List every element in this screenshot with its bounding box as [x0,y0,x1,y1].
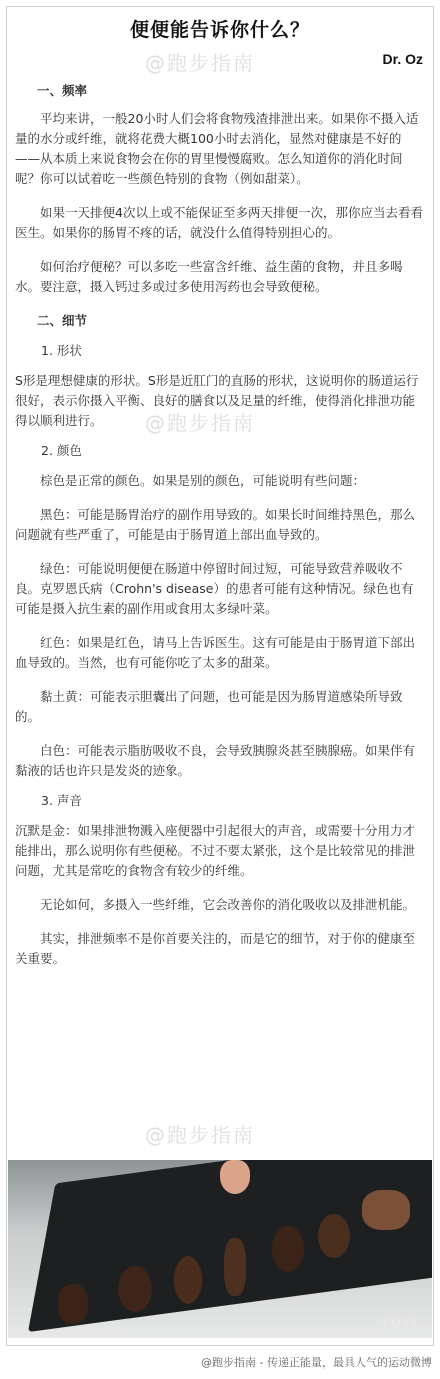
paragraph: 如何治疗便秘？可以多吃一些富含纤维、益生菌的食物，并且多喝水。要注意，摄入钙过多或过多使用泻药也会导致便秘。 [15,259,403,294]
sample-cracked [174,1256,202,1304]
paragraph: S形是理想健康的形状。S形是近肛门的直肠的形状，这说明你的肠道运行很好，表示你摄入平衡、良好的膳食以及足量的纤维，使得消化排泄功能得以顺利进行。 [15,373,419,428]
section-heading: 二、细节 [37,313,88,328]
subheading: 3. 声音 [41,793,82,808]
watermark: @跑步指南 [145,1123,255,1147]
paragraph: 其实，排泄频率不是你首要关注的，而是它的细节，对于你的健康至关重要。 [15,931,416,966]
watermark: @跑步指南 [145,51,255,75]
sample-watery [362,1190,410,1230]
author-label: Dr. Oz [382,51,423,67]
paragraph: 棕色是正常的颜色。如果是别的颜色，可能说明有些问题： [40,473,366,488]
page-title: 便便能告诉你什么？ [129,19,310,41]
paragraph: 如果一天排便4次以上或不能保证至多两天排便一次，那你应当去看看医生。如果你的肠胃不疼的话，就没什么值得特别担心的。 [15,205,423,240]
stool-samples-photo [8,1160,432,1338]
footer-caption: @跑步指南 - 传递正能量，最具人气的运动微博 [201,1356,432,1369]
paragraph: 黑色：可能是肠胃治疗的副作用导致的。如果长时间维持黑色，那么问题就有些严重了，可能是由于肠胃道上部出血导致的。 [15,507,416,542]
article-body [15,81,425,969]
subheading: 2. 颜色 [41,443,82,458]
paragraph: 白色：可能表示脂肪吸收不良，会导致胰腺炎甚至胰腺癌。如果伴有黏液的话也许只是发炎的迹象。 [15,743,416,778]
sample-pellets [58,1284,88,1324]
paragraph: 无论如何，多摄入一些纤维，它会改善你的消化吸收以及排泄机能。 [40,897,416,912]
sample-lumpy [118,1266,152,1312]
sample-soft-blobs [272,1226,304,1272]
paragraph: 绿色：可能说明便便在肠道中停留时间过短，可能导致营养吸收不良。克罗恩氏病（Crohn's disease）的患者可能有这种情况。绿色也有可能是摄入抗生素的副作用或食用太多绿叶菜。 [15,561,414,616]
watermark: @跑步指南 [145,411,255,435]
hand [220,1160,250,1194]
sample-mushy [318,1214,350,1258]
article-frame [6,6,434,1346]
subheading: 1. 形状 [41,343,82,358]
paragraph: 沉默是金：如果排泄物溅入座便器中引起很大的声音，或需要十分用力才能排出，那么说明你有些便秘。不过不要太紧张，这个是比较常见的排泄问题，尤其是常吃的食物含有较少的纤维。 [15,823,416,878]
section-heading: 一、频率 [37,83,88,98]
paragraph: 平均来讲，一般20小时人们会将食物残渣排泄出来。如果你不摄入适量的水分或纤维，就将花费大概100小时去消化，显然对健康是不好的——从本质上来说食物会在你的胃里慢慢腐败。怎么知道你的消化时间呢？你可以试着吃一些颜色特别的食物（例如甜菜）。 [15,111,419,186]
sample-smooth [224,1238,246,1296]
paragraph: 黏土黄：可能表示胆囊出了问题，也可能是因为肠胃道感染所导致的。 [15,689,403,724]
channel-logo: FOX5 [382,1316,418,1330]
paragraph: 红色：如果是红色，请马上告诉医生。这有可能是由于肠胃道下部出血导致的。当然，也有可能你吃了太多的甜菜。 [15,635,416,670]
